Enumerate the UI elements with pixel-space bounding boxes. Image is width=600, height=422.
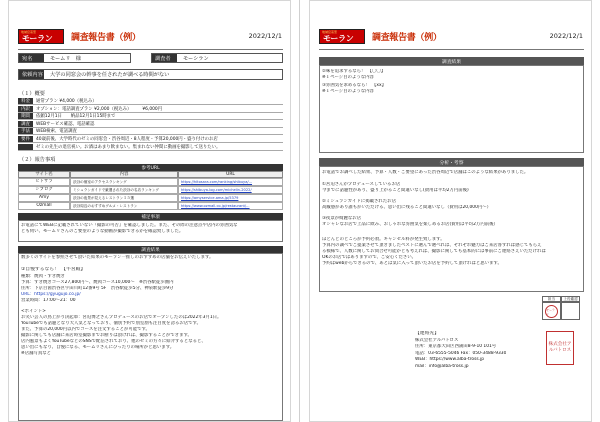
analysis-intro-line: お電話でお調べした結果、予算・人数・ご要望にあった渋谷周辺で店舗はこのような結果がありました。	[322, 170, 529, 175]
result-intro: 数多くのサイトを参照させて頂いた結果のモーラン一推しのおすすめの店舗をお伝えいたします。	[21, 255, 214, 260]
analysis-block-text: オシャレなお店で上品に飲み、おしゃれな雰囲気を楽しめるお店(費用は平均2万円前後）	[322, 222, 498, 227]
client-field	[18, 53, 131, 63]
pick-note-title: <ポイント>	[21, 309, 46, 314]
stamp-cell	[542, 302, 561, 320]
research-line: ども伺い、モームリさんのご要望のような動画が撮影できるかを確認致しました。	[21, 229, 184, 234]
ref-col-header: URL	[178, 171, 283, 178]
report-page-2	[309, 0, 592, 422]
ref-url-link[interactable]: https://amyservice.ama.jp/5379	[178, 194, 283, 202]
pick-title: ①自慢するなら！ 【牛宮殿】	[21, 267, 86, 272]
stamp-label: 上長確認	[561, 296, 580, 302]
overview-row	[18, 98, 283, 105]
overview-row-label: 要件	[18, 136, 33, 142]
pick-footer: ※店舗写真など	[21, 351, 52, 356]
overview-row	[18, 144, 283, 151]
ref-content: 渋谷の夜景が見えるレストラン１５選	[70, 194, 178, 202]
pick-note-line: 撮影に関しても店舗に来店時室撮影までお断りは頂けれは、撮影することができます。	[21, 333, 192, 338]
analysis-block-text: 高級感があり誰もがいただける、思い出に残ること間違いなし（費用は20,000円～）	[322, 205, 492, 210]
pick-note-line: 思い出にもなり、自慢になる、モームリさんにぴったりの場所かと思います。	[21, 345, 175, 350]
investigator-value: モーシラン	[183, 55, 209, 62]
analysis-block-title: ③夜景が綺麗なお店	[322, 216, 362, 221]
company-line: 電話：03-6555-5046 Fax：050-3488-9330	[415, 350, 507, 356]
overview-row	[18, 121, 283, 128]
analysis-close-line: る模様で、人数に関してお問合せ可能かとも考えれば、撮影に関しても基本的には事前にご連絡さえいただければ	[322, 249, 546, 254]
overview-row-value: 40歳前後、大学時代のゼミの同窓会・渋谷周辺・8人程度・予算20,000円・盛り付けのお店	[36, 137, 218, 142]
client-value: モームリ 様	[50, 55, 81, 62]
pick-url-link[interactable]: URL：https://gyugujo.co.jp/	[21, 292, 81, 297]
ref-url-link[interactable]: https://hitosara.com/ranking/shibuya/...	[178, 178, 283, 186]
report-date: 2022/12/1	[248, 32, 282, 40]
investigator-label: 調査者	[152, 54, 177, 62]
analysis-close-line: 予約はwebからできるので、あとは気に入って頂いたお店を予約して頂ければと思います。	[322, 261, 502, 266]
request-field	[18, 69, 283, 80]
company-line: 住所：東京都大田区西蒲田8-9-10 101号	[415, 344, 497, 350]
analysis-block-text: 今までに話題性があり、盛り上がること間違いなし(費用は平均2万円前後)	[322, 188, 469, 193]
report-date-2: 2022/12/1	[549, 32, 583, 40]
logo-tagline: 地域密着型	[21, 30, 37, 34]
ref-site: シブログ	[18, 186, 70, 194]
pick-line: 予算：すき焼きコース27,800円～、焼肉コース10,000～ ※渋谷駅徒歩圏内	[21, 280, 174, 285]
pick-note-line: また、予算の20,000円以内でコースを注文することが可能です。	[21, 327, 150, 332]
stamp-cell	[561, 302, 580, 320]
logo-text-2: モーラン	[323, 34, 354, 43]
matters-heading: （２）報告事項	[19, 157, 56, 163]
stamp-seal: モーラン	[545, 305, 558, 318]
pick-note-line: お笑い芸人の鳥上がり決起軍：宮迫博之さんプロデュースのお店でオープンしたのは2022年3月1日。	[21, 315, 222, 320]
company-line: WEB：https://www.alba-tross.jp	[415, 357, 485, 363]
result-item-title: ②味を追求するなら！ 【〇〇】	[322, 69, 386, 74]
overview-row-value: WEB検索、電話調査	[36, 129, 77, 135]
overview-row-label: 内訳	[18, 106, 33, 112]
ref-url-header: 参考URL	[18, 164, 283, 171]
company-heading: 【連絡先】	[415, 331, 439, 336]
research-heading: 補足事項	[18, 213, 283, 220]
pick-note-line: 店内風景もよくYouTubeなどのSNSで配信されており、他のゼミの方々に紹介するとなると、	[21, 339, 206, 344]
logo-tagline-2: 地域密着型	[322, 30, 338, 34]
overview-row	[18, 113, 283, 120]
research-line: お電話にてWEBに記載されていない『撮影の可否』を確認しました。また、その際の注意点や店内の雰囲気な	[21, 223, 238, 228]
result-item-note: ※１ページ目のような内容	[322, 89, 374, 94]
investigator-field	[151, 53, 283, 63]
client-label: 宛名	[19, 54, 44, 62]
pick-line: 営業時間：17:00～21：00	[21, 298, 76, 303]
stamp-label: 担当	[542, 296, 561, 302]
overview-row-label	[18, 144, 33, 150]
overview-row-value: WEBサービス確認、電話確認	[36, 121, 95, 127]
overview-row	[18, 136, 283, 143]
pick-note-line: YouTubeでも話題となり大人気となっており、個別予約で別室割も注目度を誇るお店です。	[21, 321, 201, 326]
result-item-title: ③雰囲気を求めるなら！ 【xx】	[322, 83, 387, 88]
ref-site: Ozmall	[18, 202, 70, 210]
logo-text: モーラン	[22, 34, 53, 43]
ref-content: 渋谷の個室のアクセスランキング	[70, 178, 178, 186]
page-title-2: 調査報告書（例）	[372, 33, 442, 43]
ref-site: ヒトサラ	[18, 178, 70, 186]
analysis-block-title: ①宮迫さんがプロデュースしているお店	[322, 182, 401, 187]
analysis-heading: 分析・考察	[319, 158, 584, 166]
analysis-close-line: OKのお店ではありますので、ご安心ください。	[322, 255, 417, 260]
ref-url-link[interactable]: https://www.ozmall.co.jp/restaurant/...	[178, 202, 283, 210]
overview-row	[18, 128, 283, 135]
request-value: 大学の同窓会の幹事を任されたが調べる時間がない	[50, 72, 170, 78]
overview-row-value: 通常プラン ¥4,000（税込み）	[36, 99, 97, 104]
page-title: 調査報告書（例）	[71, 33, 141, 43]
report-page-1	[8, 0, 291, 422]
ref-col-header: 内容	[70, 171, 178, 178]
overview-heading: （１）概要	[19, 91, 45, 97]
page-gutter	[299, 0, 300, 422]
page-header	[18, 26, 283, 50]
logo	[18, 29, 64, 44]
pick-line: 住所：下京目箇渋谷区宇田川町12番9号 5F 渋谷駅徒歩5分、神泉駅徒歩9分	[21, 286, 174, 291]
analysis-close-line: 予算内の調べでご提案させて頂きましたベストに選んで選べれば、それぞれ魅力はご来店客すれば感じてもらえ	[322, 243, 542, 248]
overview-row	[18, 106, 283, 113]
ref-content: ミシュランガイドで厳選された渋谷の名店ランキング	[70, 186, 178, 194]
overview-row-value: ゼミの先生の退官祝い。お酒はあまり飲まない。集まれない仲間に動画を撮影して送りたい。	[36, 144, 221, 150]
overview-row-label: 料金	[18, 98, 33, 104]
ref-col-header: サイト名	[18, 171, 70, 178]
ref-url-link[interactable]: https://shibuya-log.com/michelin-2022/	[178, 186, 283, 194]
overview-row-value: オプション：電話調査プラン ¥2,000（税込み） ¥6,000円	[36, 106, 163, 112]
ref-site: Amy	[18, 194, 70, 202]
overview-row-label: 手法	[18, 128, 33, 134]
result-item-note: ※１ページ目のような内容	[322, 75, 374, 80]
result-heading: 調査結果	[18, 246, 283, 253]
overview-row-value: 依頼12月1日 納品12月1日15時まで	[36, 114, 116, 120]
company-line: 株式会社アルバトロス	[415, 338, 459, 343]
pick-line: 種類：焼肉・すき焼き	[21, 274, 65, 279]
request-label: 依頼内容	[19, 70, 44, 79]
page-header-2	[319, 26, 584, 50]
overview-row-label: 期間	[18, 113, 33, 119]
analysis-block-title: ②ミシュランガイドに掲載されたお店	[322, 199, 396, 204]
company-line: mail：info@alba-tross.jp	[415, 363, 469, 369]
results-heading: 調査結果	[319, 57, 584, 65]
ref-content: 渋谷周辺のおすすめグルメ・レストラン	[70, 202, 178, 210]
logo-2	[319, 29, 365, 44]
analysis-close-line: ほどんどのところが予約必須。キャンセル料が発生致します。	[322, 237, 445, 242]
company-seal: 株式会社アルバトロス	[546, 331, 574, 365]
overview-row-label: 調査	[18, 121, 33, 127]
